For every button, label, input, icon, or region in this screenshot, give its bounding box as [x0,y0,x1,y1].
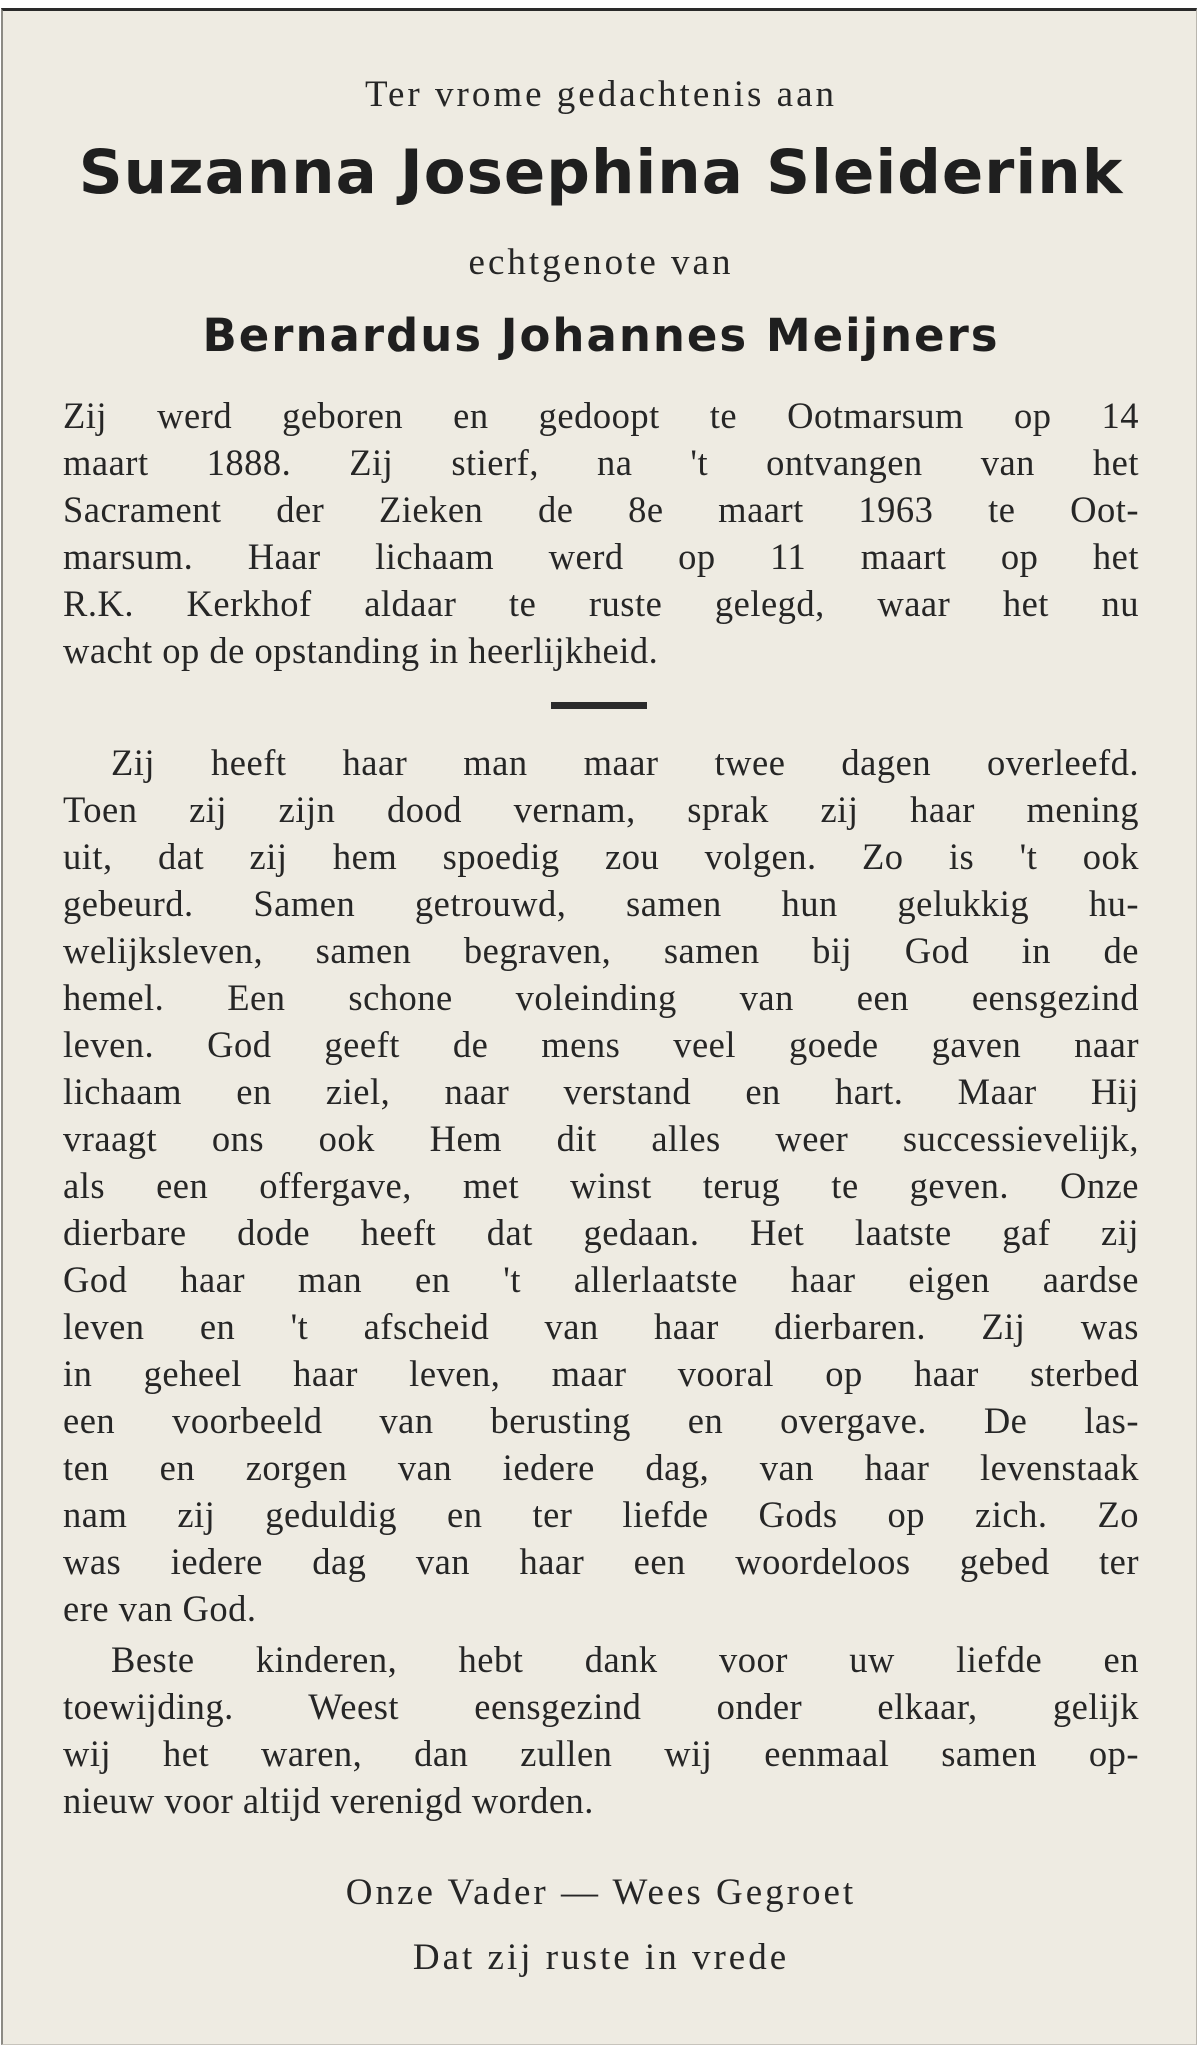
reflection-line: vraagt ons ook Hem dit alles weer successievelijk, [63,1118,1139,1159]
reflection-line: God haar man en 't allerlaatste haar eigen aardse [63,1259,1139,1300]
reflection-line: leven. God geeft de mens veel goede gaven naar [63,1024,1139,1065]
children-line: toewijding. Weest eensgezind onder elkaar, gelijk [63,1686,1139,1727]
memorial-card [1,8,1197,2045]
reflection-line: ere van God. [63,1588,257,1629]
biography-line: Sacrament der Zieken de 8e maart 1963 te Oot- [63,489,1139,530]
reflection-line: welijksleven, samen begraven, samen bij God in de [63,930,1139,971]
reflection-line: dierbare dode heeft dat gedaan. Het laatste gaf zij [63,1212,1139,1253]
reflection-line: was iedere dag van haar een woordeloos gebed ter [63,1541,1139,1582]
reflection-line: uit, dat zij hem spoedig zou volgen. Zo is 't ook [63,836,1139,877]
reflection-line: in geheel haar leven, maar vooral op haar sterbed [63,1353,1139,1394]
biography-line: Zij werd geboren en gedoopt te Ootmarsum op 14 [63,395,1139,436]
reflection-line: gebeurd. Samen getrouwd, samen hun gelukkig hu- [63,883,1139,924]
rest-in-peace-line: Dat zij ruste in vrede [412,1937,790,1978]
reflection-line: leven en 't afscheid van haar dierbaren. Zij was [63,1306,1139,1347]
spouse-intro-text: echtgenote van [468,242,734,283]
reflection-line: ten en zorgen van iedere dag, van haar levenstaak [63,1447,1139,1488]
reflection-line: lichaam en ziel, naar verstand en hart. Maar Hij [63,1071,1139,1112]
reflection-line: Toen zij zijn dood vernam, sprak zij haar mening [63,789,1139,830]
children-line: wij het waren, dan zullen wij eenmaal samen op- [63,1733,1139,1774]
section-divider [551,702,647,709]
prayers-line: Onze Vader — Wees Gegroet [345,1872,857,1913]
biography-line: wacht op de opstanding in heerlijkheid. [63,630,659,671]
children-line: Beste kinderen, hebt dank voor uw liefde en [111,1639,1139,1680]
children-line: nieuw voor altijd verenigd worden. [63,1780,594,1821]
reflection-line: als een offergave, met winst terug te geven. Onze [63,1165,1139,1206]
spouse-name: Bernardus Johannes Meijners [202,309,1000,362]
intro-text: Ter vrome gedachtenis aan [364,74,838,115]
reflection-line: hemel. Een schone voleinding van een eensgezind [63,977,1139,1018]
reflection-line: een voorbeeld van berusting en overgave. De las- [63,1400,1139,1441]
deceased-name: Suzanna Josephina Sleiderink [78,137,1124,208]
reflection-line: Zij heeft haar man maar twee dagen overleefd. [111,742,1139,783]
biography-line: maart 1888. Zij stierf, na 't ontvangen van het [63,442,1139,483]
biography-line: marsum. Haar lichaam werd op 11 maart op het [63,536,1139,577]
reflection-line: nam zij geduldig en ter liefde Gods op zich. Zo [63,1494,1139,1535]
biography-line: R.K. Kerkhof aldaar te ruste gelegd, waar het nu [63,583,1139,624]
